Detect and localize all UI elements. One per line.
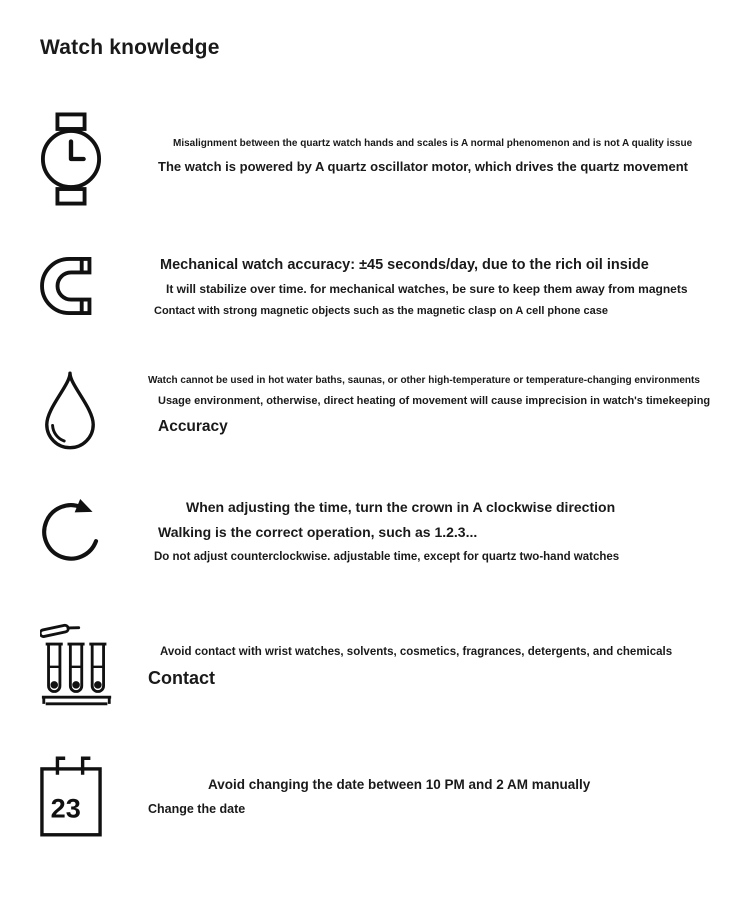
text-line: The watch is powered by A quartz oscillator motor, which drives the quartz movement [158, 158, 688, 174]
watch-icon [40, 112, 148, 206]
text-line: Misalignment between the quartz watch hands and scales is A normal phenomenon and is not A quality issue [173, 138, 693, 149]
text-line: Avoid contact with wrist watches, solvents, cosmetics, fragrances, detergents, and chemicals [160, 645, 673, 658]
section-text [148, 617, 742, 690]
text-line: Contact with strong magnetic objects such as the magnetic clasp on A cell phone case [154, 305, 608, 318]
test-tubes-icon [40, 617, 148, 711]
section-text [148, 256, 742, 319]
text-line: Watch cannot be used in hot water baths, saunas, or other high-temperature or temperature-changing environments [148, 374, 700, 386]
section-text [148, 755, 742, 818]
section-temperature [40, 369, 742, 451]
magnet-icon [40, 256, 148, 316]
text-line: Usage environment, otherwise, direct heating of movement will cause imprecision in watch's timekeeping [158, 395, 711, 408]
text-line: Walking is the correct operation, such as 1.2.3... [158, 524, 478, 541]
text-line: It will stabilize over time. for mechanical watches, be sure to keep them away from magnets [166, 282, 688, 297]
page-title: Watch knowledge [40, 36, 220, 59]
section-date-change [40, 755, 742, 839]
section-text [148, 499, 742, 564]
section-crown-adjustment [40, 499, 742, 573]
calendar-day: 23 [50, 792, 81, 824]
section-magnetism [40, 256, 742, 319]
text-line: Do not adjust counterclockwise. adjustable time, except for quartz two-hand watches [154, 550, 620, 563]
water-drop-icon [40, 369, 148, 451]
text-line: Mechanical watch accuracy: ±45 seconds/day, due to the rich oil inside [160, 257, 649, 273]
text-line: When adjusting the time, turn the crown in A clockwise direction [186, 498, 616, 515]
section-text [148, 369, 742, 437]
text-line: Accuracy [158, 418, 228, 436]
text-line: Change the date [148, 801, 246, 816]
text-line: Contact [148, 668, 215, 689]
text-line: Avoid changing the date between 10 PM and 2 AM manually [208, 776, 591, 792]
clockwise-arrow-icon [40, 499, 148, 573]
calendar-icon [40, 755, 148, 839]
section-chemicals [40, 617, 742, 711]
section-text [148, 112, 742, 175]
section-quartz-movement [40, 112, 742, 206]
